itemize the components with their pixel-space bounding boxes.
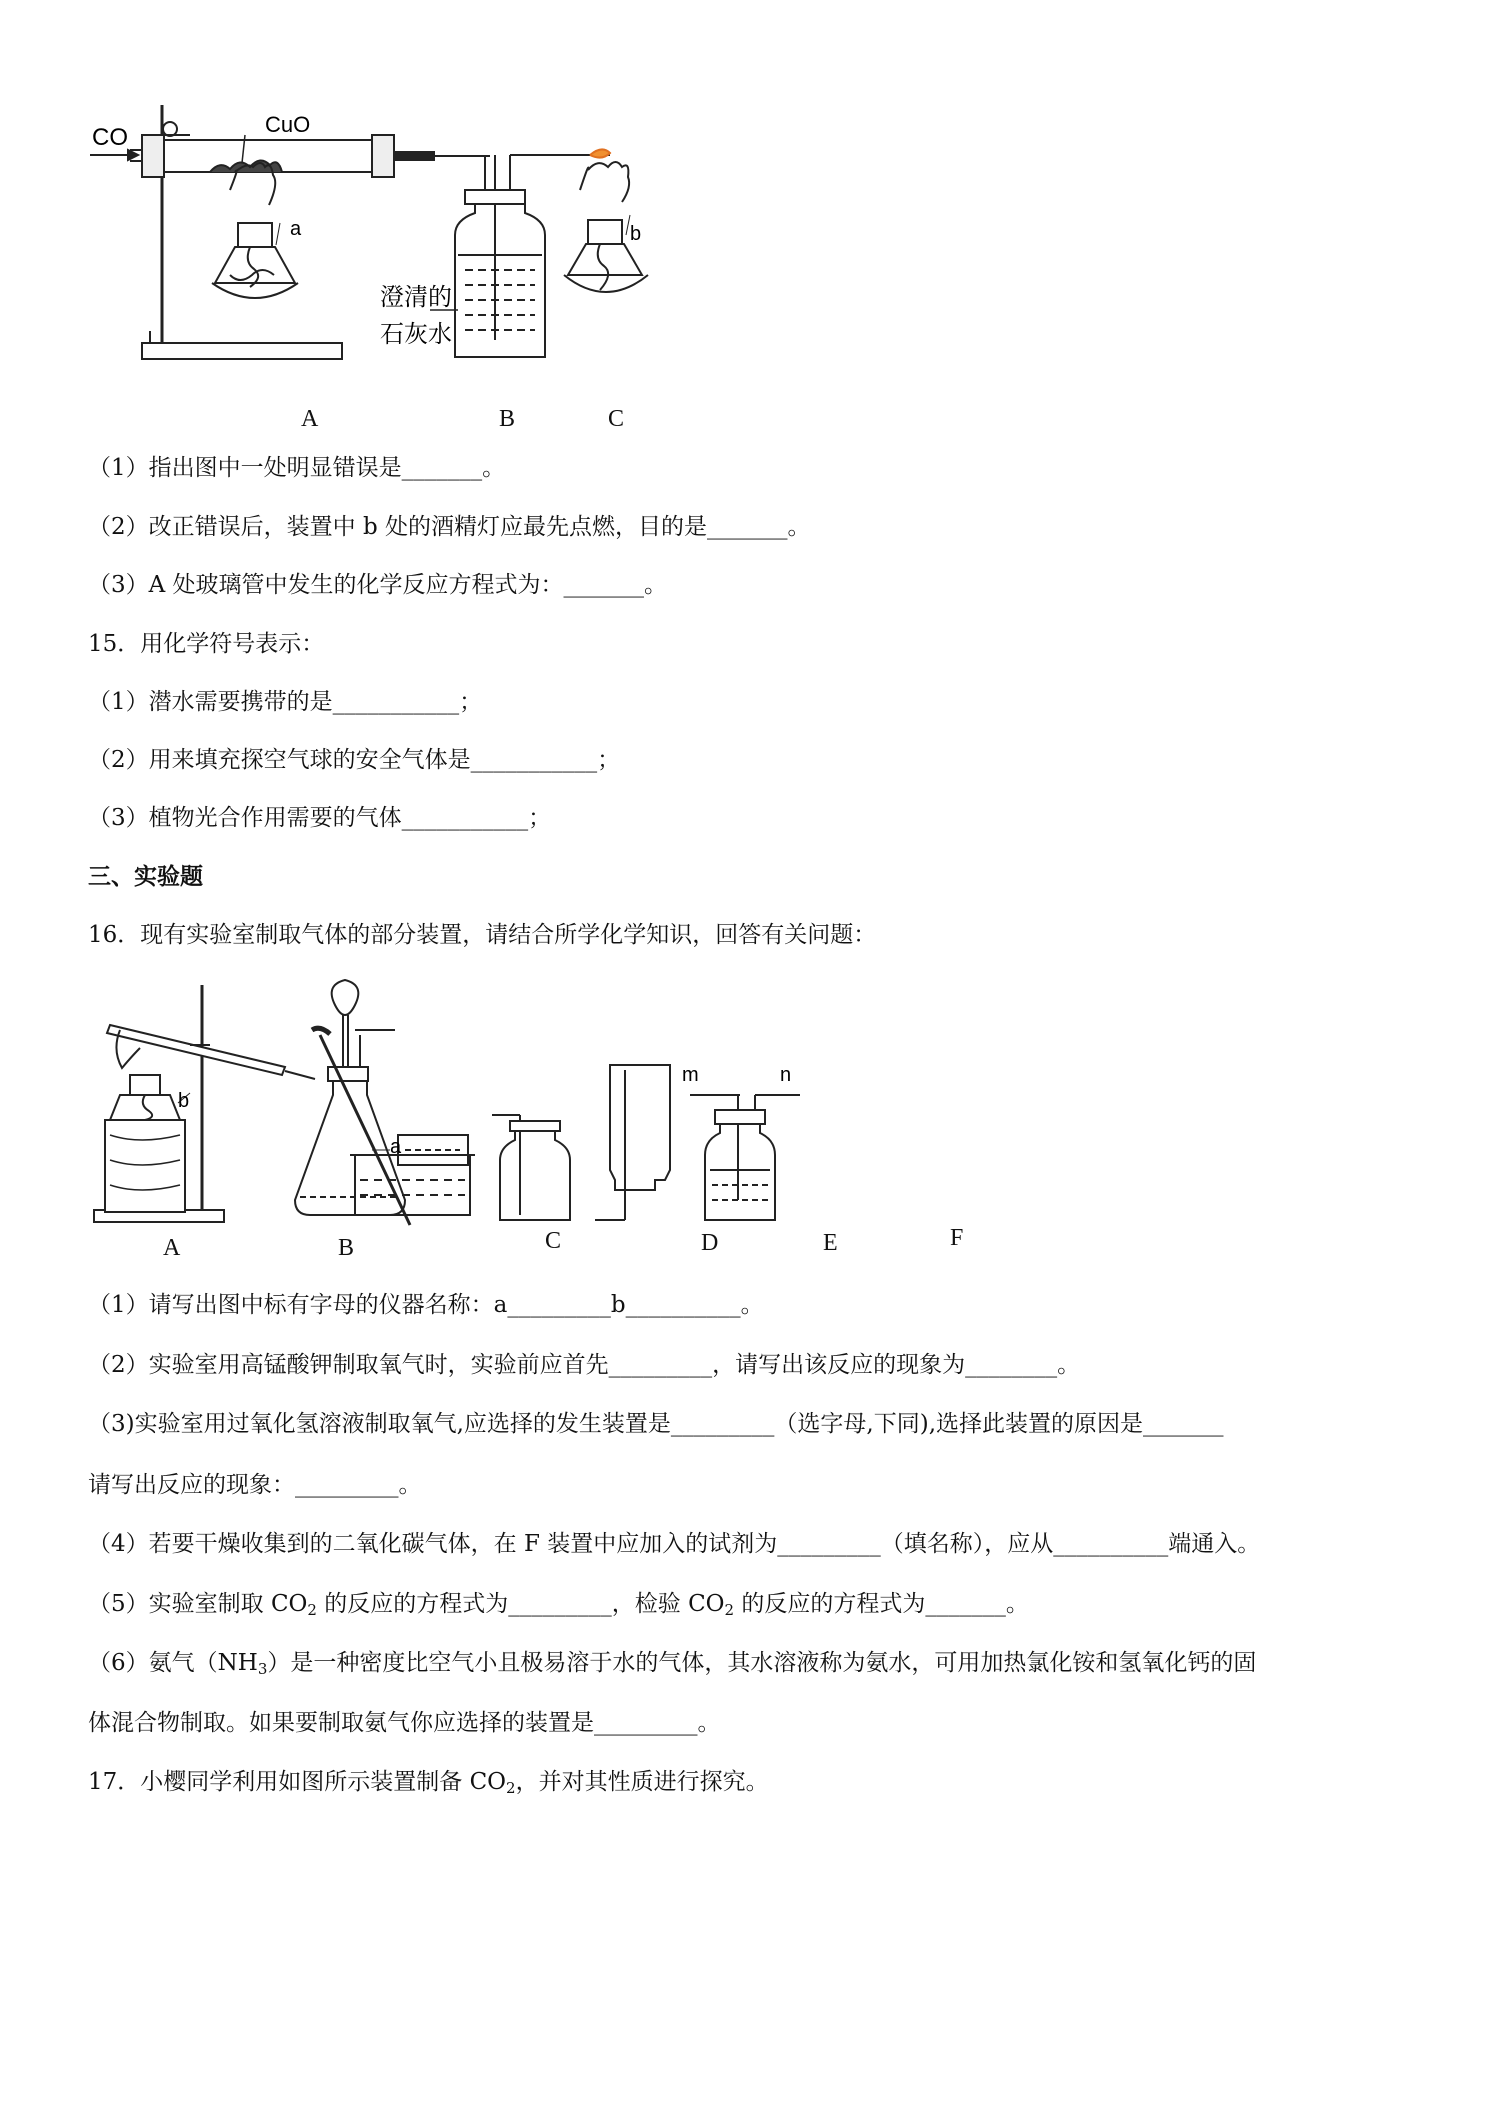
q16-part-5-pre: （5）实验室制取 CO (88, 1591, 308, 1617)
q16-part-5-post: 的反应的方程式为_______。 (734, 1591, 1029, 1617)
fig2-caption-c: C (545, 1228, 562, 1254)
q16-part-5-sub1: 2 (307, 1601, 317, 1619)
fig2-label-b: b (178, 1090, 190, 1112)
q16-part-2: （2）实验室用高锰酸钾制取氧气时，实验前应首先_________，请写出该反应的现象为________。 (88, 1352, 1081, 1378)
q15-part-2: （2）用来填充探空气球的安全气体是___________； (88, 747, 621, 773)
fig1-label-b: b (630, 223, 642, 245)
fig1-label-water-2: 石灰水 (380, 321, 452, 348)
q16-part-6a (88, 1648, 1256, 1684)
fig2-caption-f: F (950, 1225, 964, 1251)
q17-title-sub: 2 (506, 1779, 516, 1797)
fig1-label-cuo: CuO (265, 112, 311, 137)
fig1-caption-b: B (499, 406, 516, 432)
q14-part-1: （1）指出图中一处明显错误是_______。 (88, 455, 506, 481)
apparatus-drawing-1 (90, 95, 690, 365)
q15-part-1: （1）潜水需要携带的是___________； (88, 689, 483, 715)
q16-title: 16．现有实验室制取气体的部分装置，请结合所学化学知识，回答有关问题： (88, 922, 877, 948)
q17-title (88, 1767, 769, 1803)
section-heading: 三、实验题 (88, 863, 203, 890)
figure-co-reduction-apparatus (90, 95, 690, 365)
fig2-label-a: a (390, 1136, 402, 1158)
q14-part-3: （3）A 处玻璃管中发生的化学反应方程式为：_______。 (88, 572, 668, 598)
q16-part-5 (88, 1589, 1029, 1625)
q16-part-1: （1）请写出图中标有字母的仪器名称：a_________b__________。 (88, 1292, 764, 1318)
fig2-label-m: m (682, 1064, 699, 1086)
fig2-caption-e: E (823, 1230, 838, 1256)
q16-part-6a-pre: （6）氨气（NH (88, 1650, 258, 1676)
q16-part-6b: 体混合物制取。如果要制取氨气你应选择的装置是_________。 (88, 1710, 721, 1736)
q15-part-3: （3）植物光合作用需要的气体___________； (88, 805, 552, 831)
q14-part-2: （2）改正错误后，装置中 b 处的酒精灯应最先点燃，目的是_______。 (88, 514, 811, 540)
fig2-caption-d: D (701, 1230, 719, 1256)
fig1-caption-c: C (608, 406, 625, 432)
fig2-caption-b: B (338, 1235, 355, 1261)
q17-title-post: ，并对其性质进行探究。 (515, 1769, 769, 1795)
fig2-label-n: n (780, 1064, 792, 1086)
q17-title-pre: 17．小樱同学利用如图所示装置制备 CO (88, 1769, 507, 1795)
fig1-label-water-1: 澄清的 (380, 284, 452, 311)
q15-title: 15．用化学符号表示： (88, 631, 325, 657)
q16-part-6a-sub: 3 (257, 1660, 268, 1678)
q16-part-3a: （3)实验室用过氧化氢溶液制取氧气,应选择的发生装置是_________（选字母,下同),选择此装置的原因是_______ (88, 1411, 1224, 1437)
q16-part-3b: 请写出反应的现象：_________。 (88, 1472, 422, 1498)
q16-part-5-sub2: 2 (724, 1601, 735, 1619)
fig1-caption-a: A (301, 406, 319, 432)
fig1-label-co: CO (92, 124, 128, 151)
fig1-label-a: a (290, 218, 302, 240)
q16-part-5-mid: 的反应的方程式为_________，检验 CO (316, 1591, 725, 1617)
fig2-caption-a: A (163, 1235, 181, 1261)
q16-part-4: （4）若要干燥收集到的二氧化碳气体，在 F 装置中应加入的试剂为_________（填名称），应从__________端通入。 (88, 1531, 1261, 1557)
q16-part-6a-post: ）是一种密度比空气小且极易溶于水的气体，其水溶液称为氨水，可用加热氯化铵和氢氧化钙的固 (267, 1650, 1257, 1676)
